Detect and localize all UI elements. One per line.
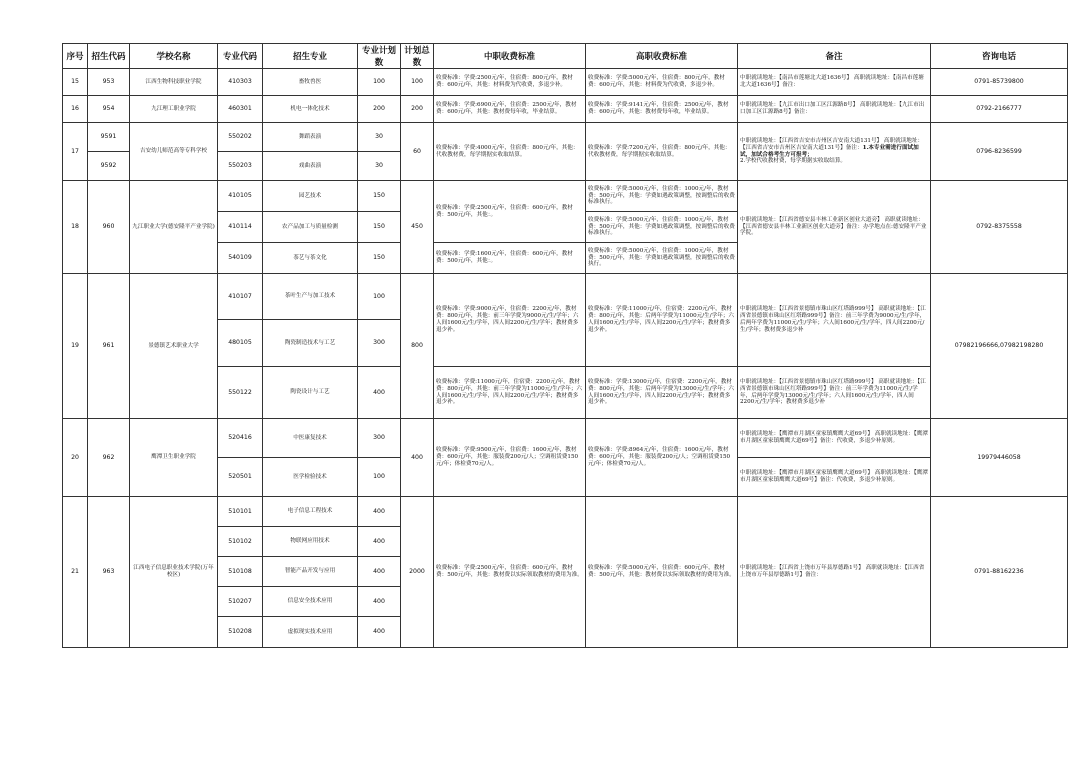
phone-cell: 0796-8236599 [931, 123, 1068, 181]
table-row [63, 274, 1068, 320]
school-cell: 江西电子信息职业技术学院(万年校区) [130, 497, 218, 648]
note-address: 中职就读地址：【江西省吉安市吉州区吉安南大道131号】 高职就读地址：【江西省吉安市吉州区吉安南大道131号】备注： [740, 137, 924, 151]
major-cell: 茶艺与茶文化 [263, 243, 358, 274]
code-cell: 962 [88, 419, 130, 497]
total-cell: 800 [401, 274, 434, 419]
major-cell: 电子信息工程技术 [263, 497, 358, 527]
phone-cell: 0791-88162236 [931, 497, 1068, 648]
gz-fee-cell: 收费标准：学费:13000元/年，住宿费：2200元/年，教材费：800元/年，其他：后两年学费为13000元/生/学年；六人间1600元/生/学年，四人间2200元/生/学年；教材费多退少补。 [586, 367, 738, 419]
total-cell: 60 [401, 123, 434, 181]
gz-fee-cell: 收费标准：学费:9141元/年，住宿费：2500元/年，教材费：600元/年，其他：教材费每年收，毕业结算。 [586, 96, 738, 123]
phone-cell: 07982196666,07982198280 [931, 274, 1068, 419]
gz-fee-cell: 收费标准：学费:5000元/年，住宿费：1000元/年，教材费：500元/年，其他：学费如遇政策调整，按调整后的收费标准执行。 [586, 181, 738, 212]
note-cell: 中职就读地址：【江西省景德镇市珠山区红塔路999号】 高职就读地址：【江西省景德镇市珠山区红塔路999号】备注：前三年学费为11000元/生/学年，后两年学费为13000元/生/学年；六人间1600元/生/学年，四人间2200元/生/学年；教材费多退少补 [738, 367, 931, 419]
total-cell: 400 [401, 419, 434, 497]
plan-cell: 400 [358, 587, 401, 617]
zz-fee-cell: 收费标准：学费:4000元/年，住宿费：800元/年，其他：代收教材费，每学期据实收取结算。 [434, 123, 586, 181]
major-code-cell: 410107 [218, 274, 263, 320]
note-cell: 中职就读地址：【江西省德安县丰林工业新区创业大道旁】 高职就读地址：【江西省德安县丰林工业新区创业大道旁】备注：办学地点在:德安隆平产业学院。 [738, 181, 931, 274]
gz-fee-cell: 收费标准：学费:5000元/年，住宿费：1000元/年，教材费：500元/年，其他：学费如遇政策调整，按调整后的收费标准执行。 [586, 212, 738, 243]
major-cell: 茶叶生产与加工技术 [263, 274, 358, 320]
header-zz-fee: 中职收费标准 [434, 44, 586, 69]
major-cell: 中医康复技术 [263, 419, 358, 458]
header-note: 备注 [738, 44, 931, 69]
major-cell: 畜牧兽医 [263, 69, 358, 96]
plan-cell: 400 [358, 527, 401, 557]
plan-cell: 150 [358, 212, 401, 243]
major-code-cell: 510207 [218, 587, 263, 617]
note-cell: 中职就读地址：【江西省上饶市万年县厚德路1号】 高职就读地址：【江西省上饶市万年县厚德路1号】备注： [738, 497, 931, 648]
header-plan: 专业计划数 [358, 44, 401, 69]
major-cell: 农产品加工与质量检测 [263, 212, 358, 243]
major-code-cell: 550203 [218, 152, 263, 181]
total-cell: 200 [401, 96, 434, 123]
code-cell: 9592 [88, 152, 130, 181]
header-total: 计划总数 [401, 44, 434, 69]
enrollment-table [62, 43, 1068, 648]
zz-fee-cell: 收费标准：学费:9500元/年，住宿费：1600元/年，教材费：600元/年，其他：服装费200元/人；空调租赁费150元/年；体检费70元/人。 [434, 419, 586, 497]
major-cell: 戏曲表演 [263, 152, 358, 181]
plan-cell: 300 [358, 419, 401, 458]
zz-fee-cell: 收费标准：学费:9000元/年，住宿费：2200元/年，教材费：800元/年，其他：前三年学费为9000元/生/学年；六人间1600元/生/学年，四人间2200元/生/学年；教材费多退少补。 [434, 274, 586, 367]
code-cell: 963 [88, 497, 130, 648]
plan-cell: 100 [358, 274, 401, 320]
table-row [63, 123, 1068, 152]
note-cell: 中职就读地址：【鹰潭市月湖区童家镇鹰鹰大道69号】 高职就读地址：【鹰潭市月湖区童家镇鹰鹰大道69号】备注：代收费，多退少补原则。 [738, 458, 931, 497]
plan-cell: 400 [358, 497, 401, 527]
header-school: 学校名称 [130, 44, 218, 69]
major-cell: 虚拟现实技术应用 [263, 617, 358, 648]
note-cell: 中职就读地址：【南昌市莲塘北大道1636号】 高职就读地址：【南昌市莲塘北大道1636号】备注： [738, 69, 931, 96]
major-cell: 智能产品开发与应用 [263, 557, 358, 587]
header-row [63, 44, 1068, 69]
plan-cell: 30 [358, 152, 401, 181]
major-cell: 物联网应用技术 [263, 527, 358, 557]
major-cell: 园艺技术 [263, 181, 358, 212]
gz-fee-cell: 收费标准：学费:5000元/年，住宿费：1000元/年，教材费：500元/年，其他：学费如遇政策调整，按调整后的收费执行。 [586, 243, 738, 274]
major-cell: 陶瓷制造技术与工艺 [263, 320, 358, 367]
seq-cell: 15 [63, 69, 88, 96]
note-cell: 中职就读地址：【九江市出口加工区江源路8号】 高职就读地址：【九江市出口加工区江源路8号】备注： [738, 96, 931, 123]
major-code-cell: 460301 [218, 96, 263, 123]
zz-fee-cell: 收费标准：学费:2500元/年，住宿费：800元/年，教材费：600元/年，其他：材料费为代收费，多退少补。 [434, 69, 586, 96]
code-cell: 9591 [88, 123, 130, 152]
header-major-code: 专业代码 [218, 44, 263, 69]
code-cell: 953 [88, 69, 130, 96]
zz-fee-cell: 收费标准：学费:1600元/年，住宿费：600元/年，教材费：500元/年，其他：。 [434, 243, 586, 274]
major-cell: 医学检验技术 [263, 458, 358, 497]
plan-cell: 400 [358, 617, 401, 648]
phone-cell: 0792-8375558 [931, 181, 1068, 274]
gz-fee-cell: 收费标准：学费:5000元/年，住宿费：600元/年，教材费：500元/年，其他：教材费以实际领取教材的费用为准。 [586, 497, 738, 648]
zz-fee-cell: 收费标准：学费:2500元/年，住宿费：600元/年，教材费：500元/年，其他：教材费以实际领取教材的费用为准。 [434, 497, 586, 648]
code-cell: 960 [88, 181, 130, 274]
note-material: 2.学校代收教材费，每学期据实收取结算。 [740, 158, 847, 165]
major-code-cell: 510208 [218, 617, 263, 648]
school-cell: 九江理工职业学院 [130, 96, 218, 123]
table-row [63, 497, 1068, 527]
header-major: 招生专业 [263, 44, 358, 69]
plan-cell: 30 [358, 123, 401, 152]
seq-cell: 16 [63, 96, 88, 123]
school-cell: 吉安幼儿师范高等专科学校 [130, 123, 218, 181]
zz-fee-cell: 收费标准：学费:2500元/年，住宿费：600元/年，教材费：500元/年，其他：。 [434, 181, 586, 243]
header-code: 招生代码 [88, 44, 130, 69]
gz-fee-cell: 收费标准：学费:7200元/年，住宿费：800元/年，其他：代收教材费，每学期据实收取结算。 [586, 123, 738, 181]
plan-cell: 150 [358, 243, 401, 274]
plan-cell: 300 [358, 320, 401, 367]
major-code-cell: 520416 [218, 419, 263, 458]
header-seq: 序号 [63, 44, 88, 69]
plan-cell: 100 [358, 458, 401, 497]
total-cell: 100 [401, 69, 434, 96]
major-code-cell: 550122 [218, 367, 263, 419]
major-cell: 机电一体化技术 [263, 96, 358, 123]
major-code-cell: 550202 [218, 123, 263, 152]
major-code-cell: 410105 [218, 181, 263, 212]
seq-cell: 21 [63, 497, 88, 648]
major-code-cell: 510108 [218, 557, 263, 587]
major-code-cell: 410303 [218, 69, 263, 96]
major-code-cell: 510102 [218, 527, 263, 557]
major-code-cell: 520501 [218, 458, 263, 497]
note-cell: 中职就读地址：【江西省景德镇市珠山区红塔路999号】 高职就读地址：【江西省景德镇市珠山区红塔路999号】备注：前三年学费为9000元/生/学年，后两年学费为11000元/生/学年；六人间1600元/生/学年，四人间2200元/生/学年；教材费多退少补 [738, 274, 931, 367]
major-code-cell: 540109 [218, 243, 263, 274]
zz-fee-cell: 收费标准：学费:11000元/年，住宿费：2200元/年，教材费：800元/年，其他：前三年学费为11000元/生/学年；六人间1600元/生/学年，四人间2200元/生/学年；教材费多退少补。 [434, 367, 586, 419]
note-cell [738, 123, 931, 181]
plan-cell: 150 [358, 181, 401, 212]
plan-cell: 400 [358, 367, 401, 419]
code-cell: 961 [88, 274, 130, 419]
phone-cell: 0792-2166777 [931, 96, 1068, 123]
major-code-cell: 410114 [218, 212, 263, 243]
zz-fee-cell: 收费标准：学费:6900元/年，住宿费：2500元/年，教材费：600元/年，其他：教材费每年收，毕业结算。 [434, 96, 586, 123]
total-cell: 2000 [401, 497, 434, 648]
code-cell: 954 [88, 96, 130, 123]
major-code-cell: 480105 [218, 320, 263, 367]
phone-cell: 0791-85739800 [931, 69, 1068, 96]
table-row [63, 181, 1068, 212]
plan-cell: 100 [358, 69, 401, 96]
school-cell: 鹰潭卫生职业学院 [130, 419, 218, 497]
note-interview: 1.本专业需进行面试加试，加试合格考生方可报考； [740, 144, 919, 158]
seq-cell: 20 [63, 419, 88, 497]
gz-fee-cell: 收费标准：学费:8964元/年，住宿费：1600元/年，教材费：600元/年，其他：服装费200元/人；空调租赁费150元/年；体检费70元/人。 [586, 419, 738, 497]
table-row [63, 69, 1068, 96]
table-row [63, 419, 1068, 458]
school-cell: 九江职业大学(德安隆平产业学院) [130, 181, 218, 274]
gz-fee-cell: 收费标准：学费:11000元/年，住宿费：2200元/年，教材费：800元/年，其他：后两年学费为11000元/生/学年；六人间1600元/生/学年，四人间2200元/生/学年；教材费多退少补。 [586, 274, 738, 367]
major-cell: 陶瓷设计与工艺 [263, 367, 358, 419]
gz-fee-cell: 收费标准：学费:5000元/年，住宿费：800元/年，教材费：600元/年，其他：材料费为代收费，多退少补。 [586, 69, 738, 96]
note-cell: 中职就读地址：【鹰潭市月湖区童家镇鹰鹰大道69号】 高职就读地址：【鹰潭市月湖区童家镇鹰鹰大道69号】备注：代收费，多退少补原则。 [738, 419, 931, 458]
seq-cell: 19 [63, 274, 88, 419]
header-gz-fee: 高职收费标准 [586, 44, 738, 69]
plan-cell: 200 [358, 96, 401, 123]
total-cell: 450 [401, 181, 434, 274]
school-cell: 景德镇艺术职业大学 [130, 274, 218, 419]
school-cell: 江西生物科技职业学院 [130, 69, 218, 96]
plan-cell: 400 [358, 557, 401, 587]
seq-cell: 17 [63, 123, 88, 181]
seq-cell: 18 [63, 181, 88, 274]
major-code-cell: 510101 [218, 497, 263, 527]
table-row [63, 96, 1068, 123]
header-phone: 咨询电话 [931, 44, 1068, 69]
phone-cell: 19979446058 [931, 419, 1068, 497]
major-cell: 信息安全技术应用 [263, 587, 358, 617]
major-cell: 舞蹈表演 [263, 123, 358, 152]
